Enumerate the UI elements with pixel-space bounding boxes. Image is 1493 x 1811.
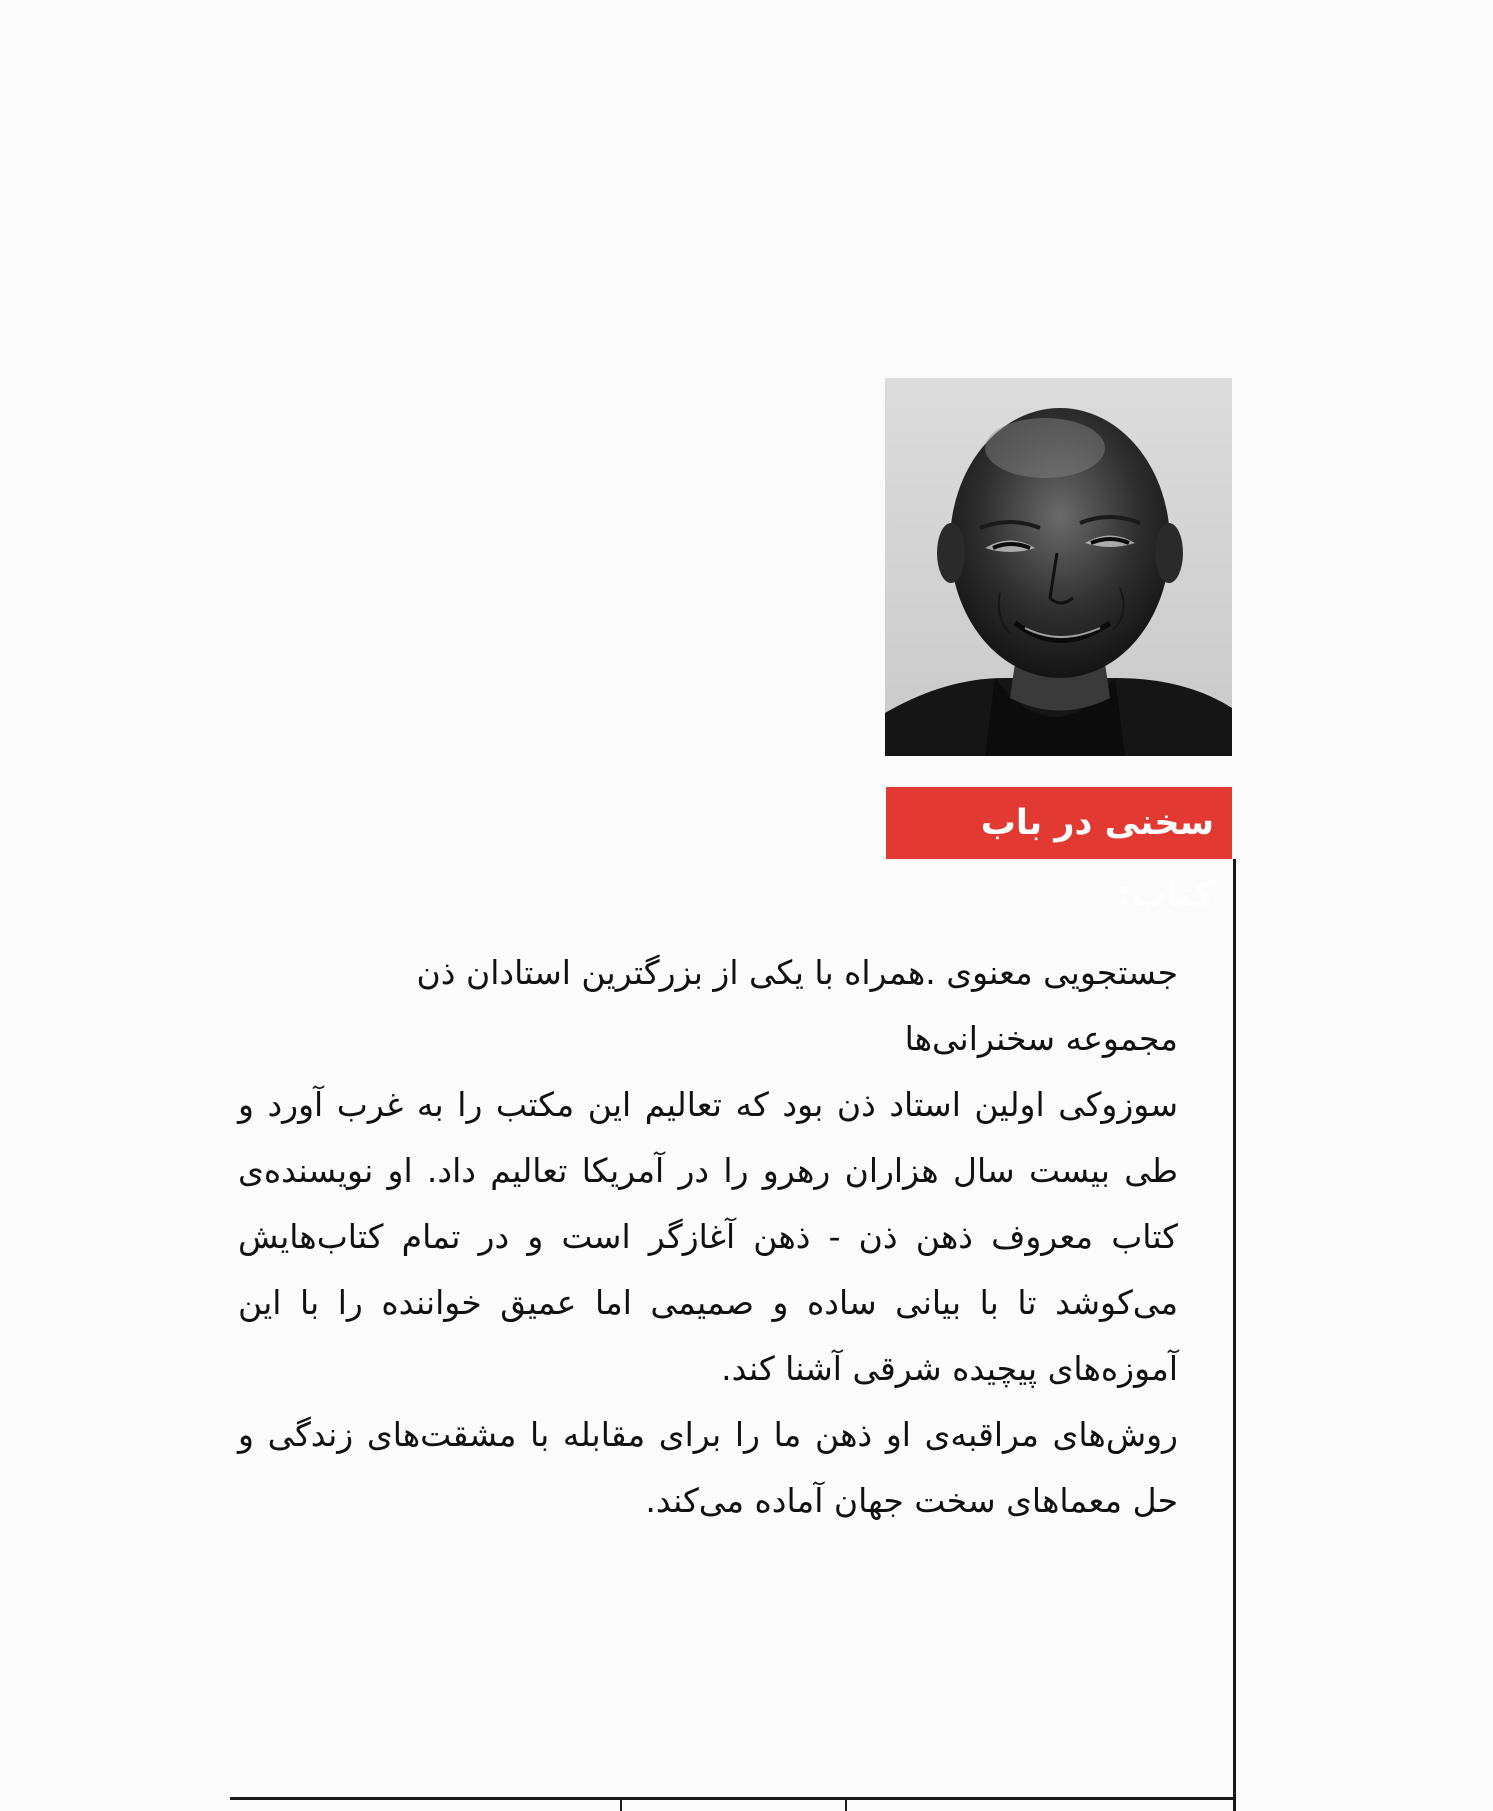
author-photo <box>885 378 1232 756</box>
description-paragraph-1: جستجویی معنوی .همراه با یکی از بزرگترین استادان ذن <box>416 953 1178 992</box>
author-portrait-icon <box>885 378 1232 756</box>
vertical-divider <box>1233 859 1236 1811</box>
section-label: سخنی در باب کتاب: <box>886 787 1232 859</box>
description-paragraph-3: سوزوکی اولین استاد ذن بود که تعالیم این مکتب را به غرب آورد و طی بیست سال هزاران رهرو را در آمریکا تعالیم داد. او نویسنده‌ی کتاب معروف ذهن ذن - ذهن آغازگر است و در تمام کتاب‌هایش می‌کوشد تا با بیانی ساده و صمیمی اما عمیق خواننده را با این آموزه‌های پیچیده شرقی آشنا کند. <box>238 1085 1178 1388</box>
book-description <box>238 940 1178 1534</box>
bottom-divider <box>230 1797 1236 1800</box>
bottom-tick <box>620 1797 622 1811</box>
description-paragraph-4: روش‌های مراقبه‌ی او ذهن ما را برای مقابله با مشقت‌های زندگی و حل معماهای سخت جهان آماده می‌کند. <box>238 1415 1178 1520</box>
description-paragraph-2: مجموعه سخنرانی‌ها <box>904 1019 1178 1058</box>
bottom-tick <box>845 1797 847 1811</box>
